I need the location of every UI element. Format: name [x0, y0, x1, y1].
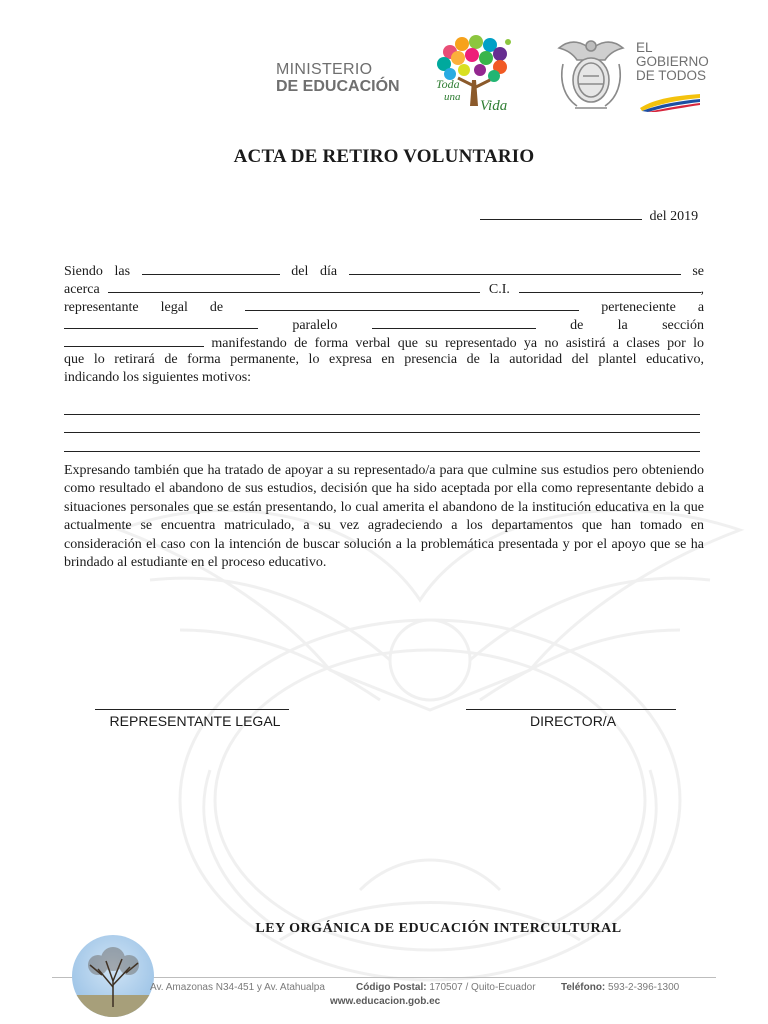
reason-line-2[interactable] [64, 432, 700, 433]
phone-value: 593-2-396-1300 [608, 982, 680, 993]
coat-of-arms-icon [553, 34, 629, 114]
flag-stripe-icon [638, 92, 702, 112]
law-title: LEY ORGÁNICA DE EDUCACIÓN INTERCULTURAL [255, 921, 622, 936]
gobierno-line1: EL [636, 40, 653, 55]
text-se: se [692, 264, 704, 279]
text-acerca: acerca [64, 282, 100, 297]
text-perteneciente: perteneciente [601, 300, 676, 315]
document-title: ACTA DE RETIRO VOLUNTARIO [233, 146, 535, 167]
course-blank[interactable] [64, 316, 258, 329]
day-blank[interactable] [349, 262, 681, 275]
student-name-blank[interactable] [245, 298, 579, 311]
text-del-dia: del día [291, 264, 338, 279]
phone-label: Teléfono: [561, 982, 606, 993]
section-blank[interactable] [64, 334, 204, 347]
footer-phone [561, 982, 679, 993]
postal-value: 170507 / Quito-Ecuador [429, 982, 536, 993]
text-manifestando: manifestando de forma verbal que su representado ya no asistirá a clases por lo [211, 336, 704, 351]
text-de-la: de [570, 318, 584, 333]
toda-una-vida-tree-logo [428, 30, 520, 114]
tree-text-vida: Vida [480, 98, 508, 114]
body-form [64, 262, 704, 388]
body-line-2 [64, 280, 704, 298]
text-legal: legal [160, 300, 188, 315]
text-seccion: sección [662, 318, 705, 333]
hour-blank[interactable] [142, 262, 280, 275]
footer-postal [356, 982, 536, 993]
reason-line-1[interactable] [64, 414, 700, 415]
body-line-1 [64, 262, 704, 280]
paralelo-blank[interactable] [372, 316, 536, 329]
date-suffix: del 2019 [649, 209, 699, 224]
ci-blank[interactable] [519, 280, 701, 293]
text-de: de [209, 300, 224, 315]
footer-address: Av. Amazonas N34-451 y Av. Atahualpa [150, 982, 325, 993]
text-representante: representante [64, 300, 139, 315]
representative-signature-line[interactable] [95, 709, 289, 710]
director-signature-line[interactable] [466, 709, 676, 710]
text-la: la [617, 318, 628, 333]
director-signature-label: DIRECTOR/A [529, 713, 617, 729]
gobierno-line3: DE TODOS [636, 68, 707, 83]
footer-website[interactable]: www.educacion.gob.ec [330, 996, 441, 1007]
date-blank[interactable] [480, 207, 642, 220]
tree-photo-icon [72, 935, 154, 1017]
gobierno-line2: GOBIERNO [636, 54, 709, 69]
date-line [480, 207, 698, 226]
ministerio-line1: MINISTERIO [276, 61, 373, 78]
body-line-6: que lo retirará de forma permanente, lo expresa en presencia de la autoridad del plantel educativo, [64, 352, 704, 367]
ministerio-line2: DE EDUCACIÓN [276, 78, 400, 95]
tree-text-una: una [444, 91, 461, 103]
body-line-7: indicando los siguientes motivos: [64, 370, 252, 385]
postal-label: Código Postal: [356, 982, 427, 993]
text-a: a [697, 300, 705, 315]
text-comma: , [700, 282, 705, 297]
body-line-4 [64, 316, 704, 334]
ministerio-educacion-logo [276, 62, 406, 95]
body-line-5 [64, 334, 704, 352]
representative-name-blank[interactable] [108, 280, 480, 293]
gobierno-de-todos-logo [636, 41, 709, 83]
body-line-3 [64, 298, 704, 316]
tree-text-toda: Toda [436, 77, 460, 91]
reason-line-3[interactable] [64, 451, 700, 452]
representative-signature-label: REPRESENTANTE LEGAL [109, 713, 281, 729]
text-ci: C.I. [488, 282, 510, 297]
closing-paragraph: Expresando también que ha tratado de apoyar a su representado/a para que culmine sus estudios pero obteniendo como resultado el abandono de sus estudios, decisión que ha sido aceptada por ella como representante debido a situaciones personales que se están presentando, lo cual amerita el abandono de la institución educativa en la que actualmente se encuentra matriculado, a su vez agradeciendo a los departamentos que han tomado en consideración el caso con la intención de buscar solución a la problemática presentada y por el apoyo que se ha brindado al estudiante en el proceso educativo. [64, 463, 704, 571]
text-siendo: Siendo las [64, 264, 131, 279]
text-paralelo: paralelo [292, 318, 338, 333]
